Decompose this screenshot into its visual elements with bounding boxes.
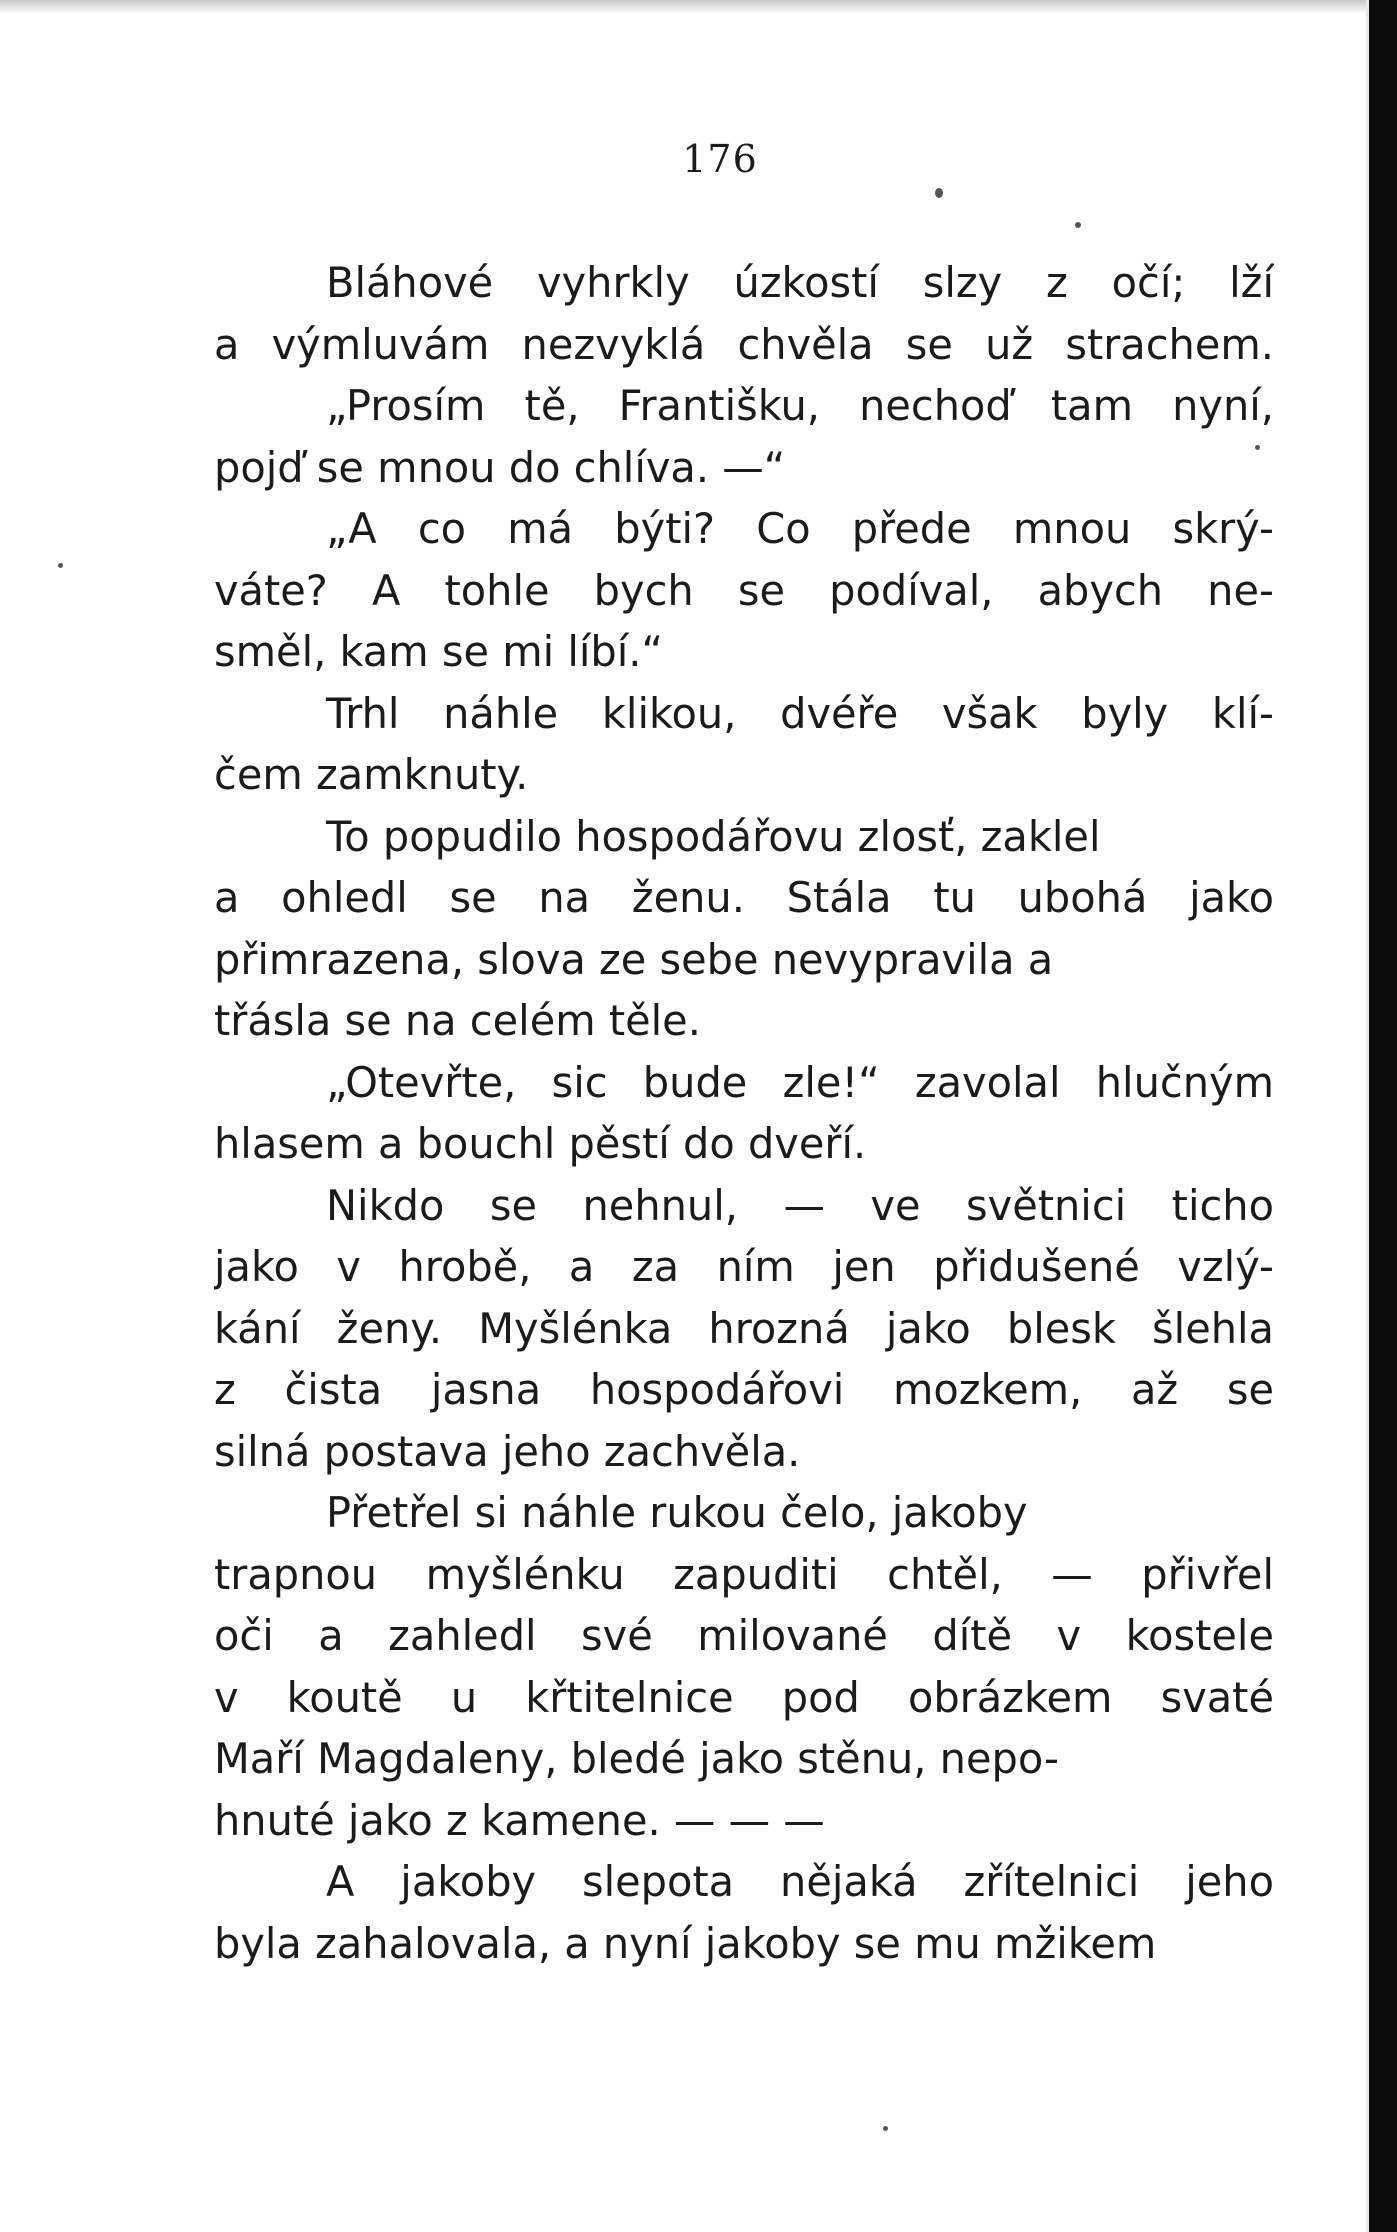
text-line: a ohledl se na ženu. Stála tu ubohá jako — [214, 873, 1274, 922]
text-line: Trhl náhle klikou, dvéře však byly klí- — [326, 688, 1274, 738]
text-line: To popudilo hospodářovu zlosť, zaklel — [326, 811, 1101, 861]
body-text — [214, 252, 1274, 1974]
text-line: Bláhové vyhrkly úzkostí slzy z očí; lží — [326, 258, 1274, 307]
text-line: čem zamknuty. — [214, 750, 529, 799]
text-line: byla zahalovala, a nyní jakoby se mu mžikem — [214, 1918, 1157, 1968]
text-line: z čista jasna hospodářovi mozkem, až se — [214, 1365, 1274, 1414]
text-line: A jakoby slepota nějaká zřítelnici jeho — [326, 1857, 1274, 1906]
text-line: Přetřel si náhle rukou čelo, jakoby — [326, 1488, 1028, 1537]
text-line: a výmluvám nezvyklá chvěla se už strachem. — [214, 319, 1274, 369]
text-line: hnuté jako z kamene. — — — — [214, 1795, 825, 1845]
text-line: pojď se mnou do chlíva. —“ — [214, 442, 786, 492]
text-line: směl, kam se mi líbí.“ — [214, 627, 663, 676]
text-line: třásla se na celém těle. — [214, 996, 701, 1045]
text-line: oči a zahledl své milované dítě v kostele — [214, 1611, 1274, 1660]
text-line: kání ženy. Myšlénka hrozná jako blesk šlehla — [214, 1303, 1274, 1353]
text-line: silná postava jeho zachvěla. — [214, 1426, 801, 1476]
scan-speck — [883, 2126, 888, 2131]
text-line: „A co má býti? Co přede mnou skrý- — [326, 504, 1274, 553]
page-number: 176 — [682, 137, 758, 181]
text-line: hlasem a bouchl pěstí do dveří. — [214, 1119, 867, 1168]
page-right-border — [1369, 0, 1397, 2232]
text-line: Nikdo se nehnul, — ve světnici ticho — [326, 1180, 1274, 1230]
text-line: trapnou myšlénku zapuditi chtěl, — přivřel — [214, 1549, 1274, 1599]
text-line: přimrazena, slova ze sebe nevypravila a — [214, 934, 1054, 984]
scan-speck — [1075, 222, 1081, 228]
text-line: jako v hrobě, a za ním jen přidušené vzlý- — [214, 1242, 1274, 1291]
text-line: „Prosím tě, Františku, nechoď tam nyní, — [326, 381, 1274, 430]
text-line: v koutě u křtitelnice pod obrázkem svaté — [214, 1672, 1274, 1722]
scan-speck — [935, 188, 943, 198]
scan-speck — [1255, 445, 1260, 450]
text-line: Maří Magdaleny, bledé jako stěnu, nepo- — [214, 1734, 1059, 1783]
page-top-edge — [0, 0, 1397, 14]
text-line: „Otevřte, sic bude zle!“ zavolal hlučným — [326, 1057, 1274, 1107]
text-line: váte? A tohle bych se podíval, abych ne- — [214, 565, 1274, 615]
scan-speck — [58, 563, 63, 568]
